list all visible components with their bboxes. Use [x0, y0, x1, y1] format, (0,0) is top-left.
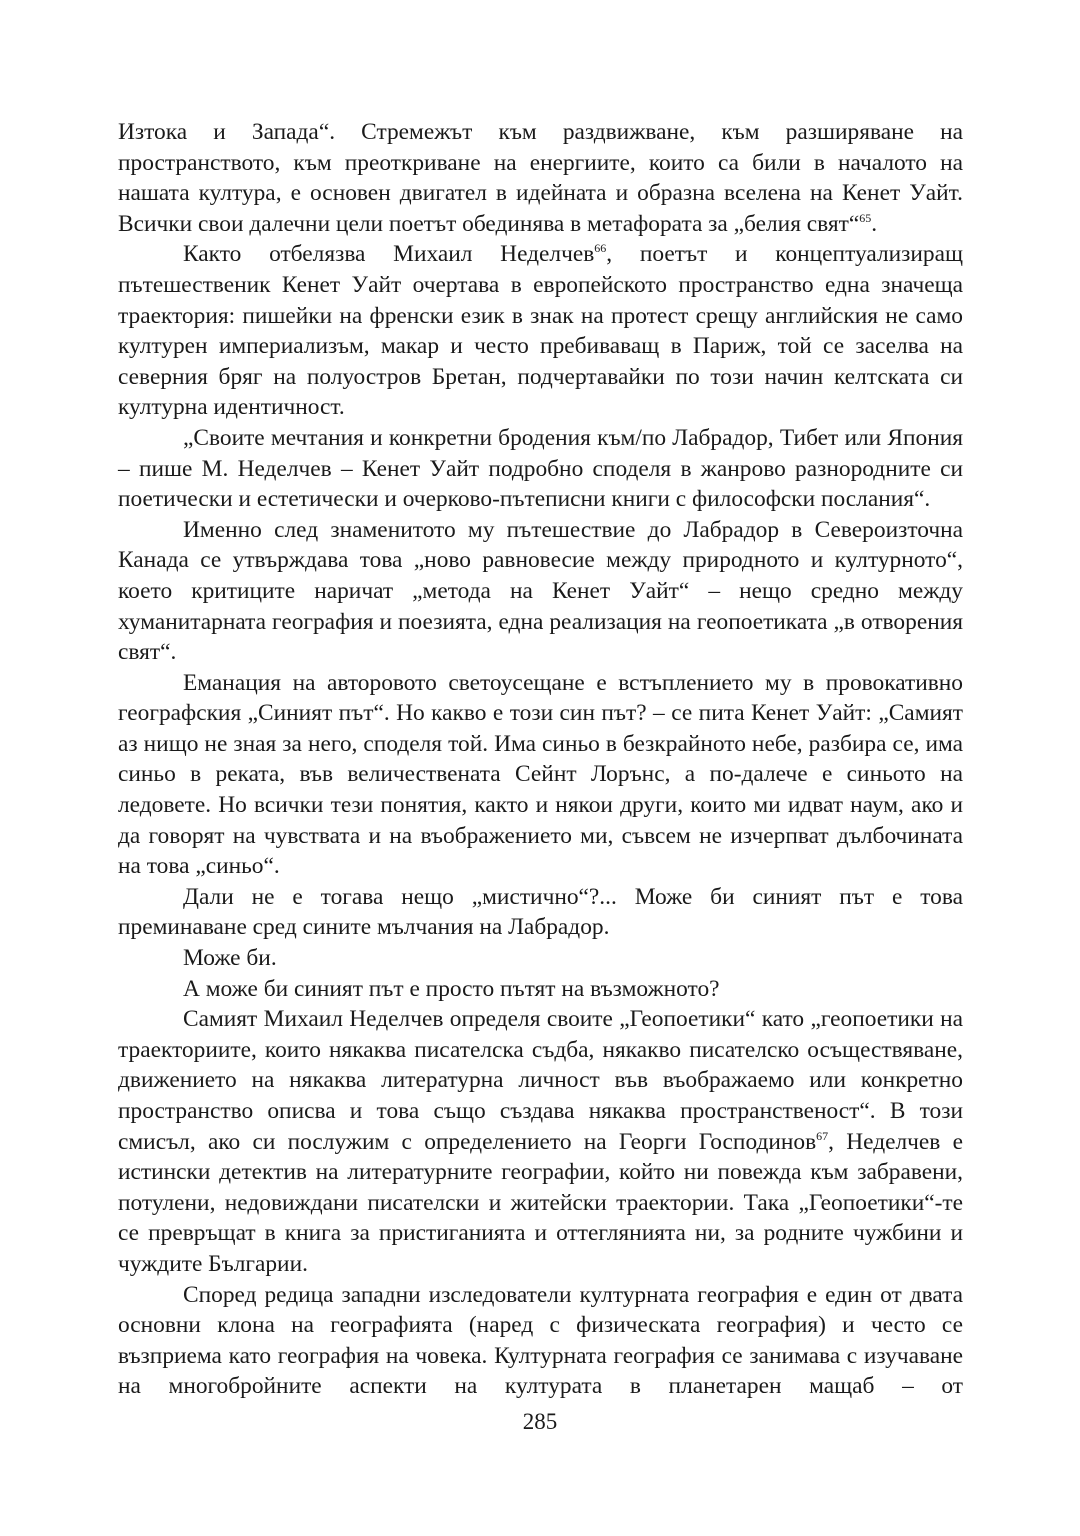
paragraph	[118, 974, 963, 1005]
footnote-reference: 66	[594, 241, 607, 256]
paragraph-text: Именно след знаменитото му пътешествие до Лабрадор в Североизточна Канада се утвърждава това „ново равновесие между природното и културното“, което критиците наричат „метода на Кенет Уайт“ – нещо средно между хуманитарната география и поезията, една реализация на геопоетиката „в отворения свят“.	[118, 516, 963, 666]
paragraph	[118, 943, 963, 974]
paragraph	[118, 1280, 963, 1402]
body-text	[118, 117, 963, 1402]
paragraph-text: Еманация на авторовото светоусещане е встъплението му в провокативно географския „Синият път“. Но какво е този син път? – се пита Кенет Уайт: „Самият аз нищо не зная за него, споделя той. Има синьо в безкрайното небе, разбира се, има синьо в реката, във величествената Сейнт Лорънс, а по-далече е синьото на ледовете. Но всички тези понятия, както и някои други, които ми идват наум, ако и да говорят на чувствата и на въображението ми, съвсем не изчерпват дълбочината на това „синьо“.	[118, 669, 963, 880]
paragraph-text: Както отбелязва Михаил Неделчев	[183, 241, 595, 268]
paragraph	[118, 1004, 963, 1279]
paragraph-text: Може би.	[183, 945, 277, 972]
paragraph-text: Според редица западни изследователи културната география е един от двата основни клона на географията (наред с физическата география) и често се възприема като география на човека. Културната география се занимава с изучаване на многобройните аспекти на културата в планетарен мащаб – от	[118, 1281, 963, 1400]
paragraph	[118, 668, 963, 882]
page-number: 285	[522, 1409, 558, 1434]
paragraph-text: , поетът и концептуализиращ пътешественик Кенет Уайт очертава в европейското пространство една значеща траектория: пишейки на френски език в знак на протест срещу английския не само културен империализъм, макар и често пребиваващ в Париж, той се заселва на северния бряг на полуостров Бретан, подчертавайки по този начин келтската си културна идентичност.	[118, 241, 964, 421]
paragraph-text: А може би синият път е просто пътят на възможното?	[183, 975, 720, 1002]
paragraph-text: Самият Михаил Неделчев определя своите „Геопоетики“ като „геопоетики на траекториите, които някаква писателска съдба, някакво писателско осъществяване, движението на някаква литературна личност във въображаемо или конкретно пространство описва и това също създава някаква пространственост“. В този смисъл, ако си послужим с определението на Георги Господинов	[118, 1006, 963, 1155]
paragraph	[118, 423, 963, 515]
paragraph	[118, 239, 963, 423]
footnote-reference: 65	[859, 210, 872, 225]
paragraph-text: .	[871, 210, 878, 237]
paragraph-text: „Своите мечтания и конкретни бродения към/по Лабрадор, Тибет или Япония – пише М. Неделчев – Кенет Уайт подробно споделя в жанрово разнородните си поетически и естетически и очерково-пътеписни книги с философски послания“.	[118, 424, 963, 513]
paragraph-text: Изтока и Запада“. Стремежът към раздвижване, към разширяване на пространството, към преоткриване на енергиите, които са били в началото на нашата култура, е основен двигател в идейната и образна вселена на Кенет Уайт. Всички свои далечни цели поетът обединява в метафората за „белия свят“	[118, 119, 963, 237]
paragraph	[118, 117, 963, 239]
footnote-reference: 67	[816, 1128, 829, 1143]
paragraph-text: Дали не е тогава нещо „мистично“?... Може би синият път е това преминаване сред сините мълчания на Лабрадор.	[118, 883, 963, 941]
paragraph-text: , Неделчев е истински детектив на литературните географии, който ни повежда към забравени, потулени, недовиждани писателски и житейски траектории. Така „Геопоетики“-те се превръщат в книга за пристиганията и оттеглянията ни, за родните чужбини и чуждите Българии.	[118, 1128, 963, 1277]
paragraph	[118, 515, 963, 668]
paragraph	[118, 882, 963, 943]
